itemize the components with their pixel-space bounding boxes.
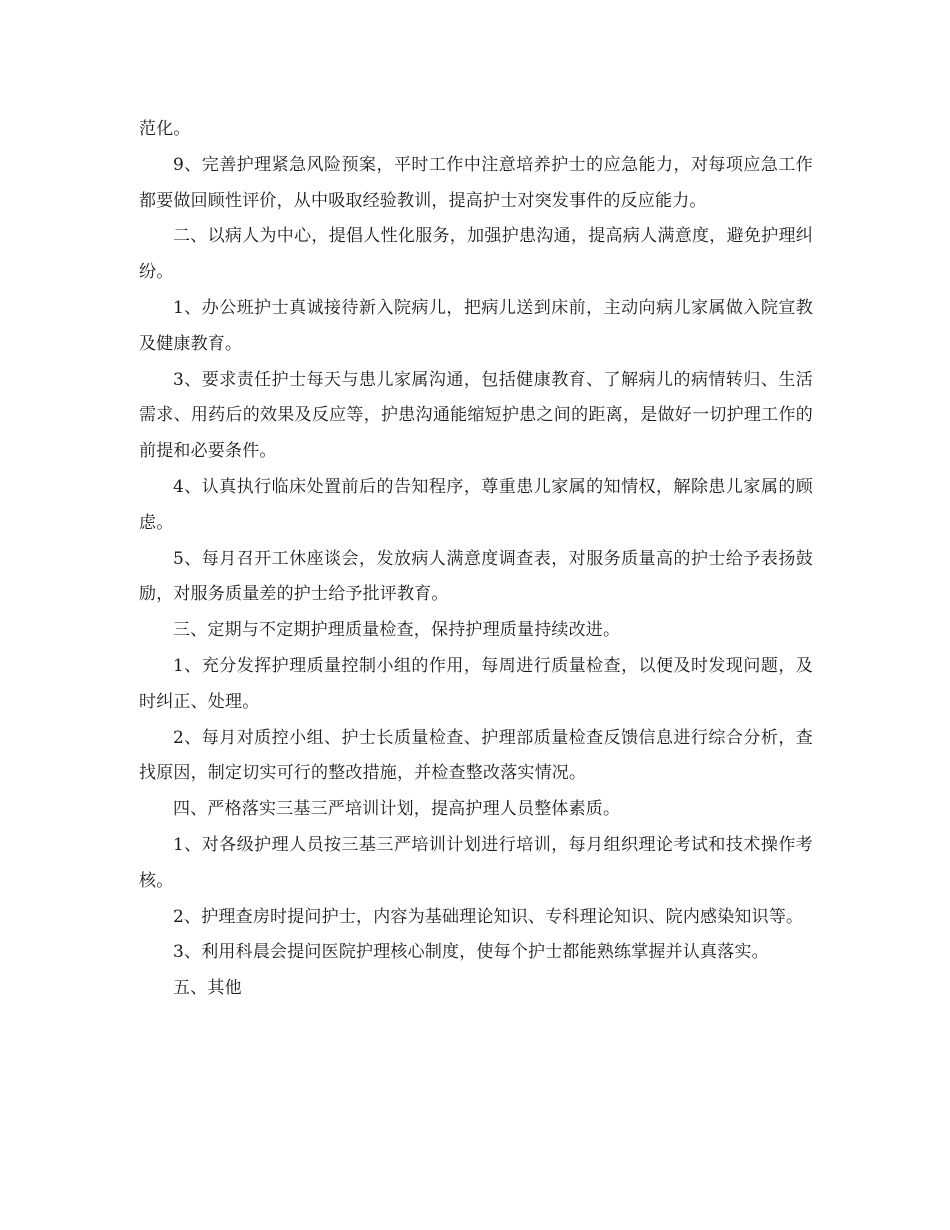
paragraph-5: 4、认真执行临床处置前后的告知程序，尊重患儿家属的知情权，解除患儿家属的顾虑。 [139,476,813,533]
paragraph-2: 二、以病人为中心，提倡人性化服务，加强护患沟通，提高病人满意度，避免护理纠纷。 [139,226,813,283]
paragraph-0: 范化。 [139,119,191,139]
paragraph-13: 3、利用科晨会提问医院护理核心制度，使每个护士都能熟练掌握并认真落实。 [173,942,769,963]
document-page [139,112,813,1007]
paragraph-7: 三、定期与不定期护理质量检查，保持护理质量持续改进。 [173,620,621,641]
paragraph-6: 5、每月召开工休座谈会，发放病人满意度调查表，对服务质量高的护士给予表扬鼓励，对服务质量差的护士给予批评教育。 [139,548,813,605]
paragraph-11: 1、对各级护理人员按三基三严培训计划进行培训，每月组织理论考试和技术操作考核。 [139,834,813,891]
paragraph-9: 2、每月对质控小组、护士长质量检查、护理部质量检查反馈信息进行综合分析，查找原因，制定切实可行的整改措施，并检查整改落实情况。 [139,727,813,784]
paragraph-1: 9、完善护理紧急风险预案，平时工作中注意培养护士的应急能力，对每项应急工作都要做回顾性评价，从中吸取经验教训，提高护士对突发事件的反应能力。 [139,154,813,211]
paragraph-4: 3、要求责任护士每天与患儿家属沟通，包括健康教育、了解病儿的病情转归、生活需求、用药后的效果及反应等，护患沟通能缩短护患之间的距离，是做好一切护理工作的前提和必要条件。 [139,369,813,462]
paragraph-3: 1、办公班护士真诚接待新入院病儿，把病儿送到床前，主动向病儿家属做入院宣教及健康教育。 [139,297,813,354]
paragraph-10: 四、严格落实三基三严培训计划，提高护理人员整体素质。 [173,799,621,820]
paragraph-14: 五、其他 [173,978,242,999]
paragraph-12: 2、护理查房时提问护士，内容为基础理论知识、专科理论知识、院内感染知识等。 [173,906,804,927]
paragraph-8: 1、充分发挥护理质量控制小组的作用，每周进行质量检查，以便及时发现问题，及时纠正、处理。 [139,655,813,712]
